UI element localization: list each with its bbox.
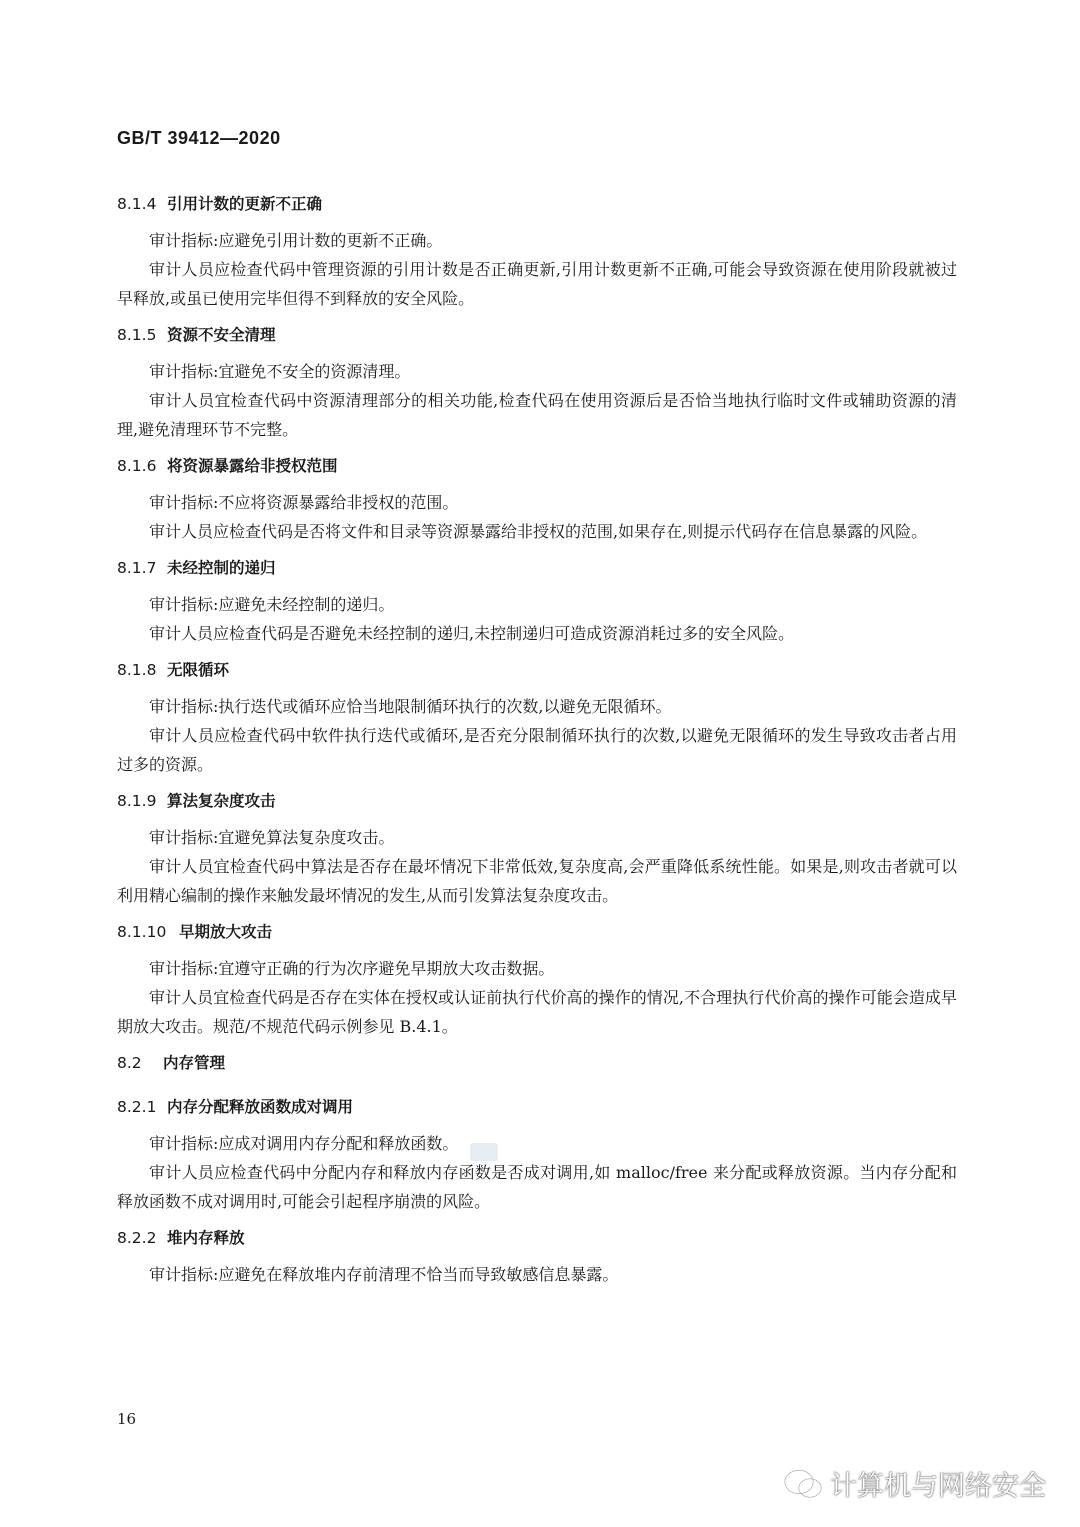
section-number: 8.1.4 xyxy=(117,195,157,213)
page-number: 16 xyxy=(117,1410,137,1428)
section-heading xyxy=(117,554,957,582)
section-heading xyxy=(117,190,957,218)
section-8-1-4 xyxy=(117,190,957,313)
paragraph: 审计指标:宜遵守正确的行为次序避免早期放大攻击数据。 xyxy=(149,959,555,978)
section-number: 8.1.10 xyxy=(117,923,167,941)
section-8-1-6 xyxy=(117,452,957,546)
section-title: 引用计数的更新不正确 xyxy=(167,195,323,213)
section-number: 8.2 xyxy=(117,1054,142,1072)
paragraph: 审计人员应检查代码是否将文件和目录等资源暴露给非授权的范围,如果存在,则提示代码存在信息暴露的风险。 xyxy=(149,522,928,541)
section-title: 算法复杂度攻击 xyxy=(167,792,276,810)
section-8-1-9 xyxy=(117,787,957,910)
section-8-1-8 xyxy=(117,656,957,779)
center-watermark xyxy=(470,1143,498,1161)
paragraph: 审计指标:应避免未经控制的递归。 xyxy=(149,595,395,614)
paragraph: 审计指标:宜避免算法复杂度攻击。 xyxy=(149,828,395,847)
section-heading xyxy=(117,1224,957,1252)
section-8-2 xyxy=(117,1049,957,1077)
paragraph: 审计人员应检查代码是否避免未经控制的递归,未控制递归可造成资源消耗过多的安全风险。 xyxy=(149,624,795,643)
section-heading xyxy=(117,918,957,946)
paragraph: 审计指标:应成对调用内存分配和释放函数。 xyxy=(149,1134,459,1153)
paragraph: 审计指标:应避免引用计数的更新不正确。 xyxy=(149,231,443,250)
section-title: 将资源暴露给非授权范围 xyxy=(167,457,338,475)
section-heading xyxy=(117,321,957,349)
wechat-icon xyxy=(784,1469,822,1499)
paragraph: 审计指标:不应将资源暴露给非授权的范围。 xyxy=(149,493,459,512)
paragraph: 审计人员应检查代码中分配内存和释放内存函数是否成对调用,如 malloc/free 来分配或释放资源。当内存分配和释放函数不成对调用时,可能会引起程序崩溃的风险。 xyxy=(117,1163,957,1211)
section-heading xyxy=(117,656,957,684)
section-8-2-2 xyxy=(117,1224,957,1289)
paragraph: 审计人员应检查代码中软件执行迭代或循环,是否充分限制循环执行的次数,以避免无限循环的发生导致攻击者占用过多的资源。 xyxy=(117,726,957,774)
brand-name: 计算机与网络安全 xyxy=(830,1471,1046,1502)
paragraph: 审计指标:执行迭代或循环应恰当地限制循环执行的次数,以避免无限循环。 xyxy=(149,697,672,716)
brand-watermark xyxy=(784,1464,1046,1503)
section-heading xyxy=(117,787,957,815)
section-number: 8.1.9 xyxy=(117,792,157,810)
document-body xyxy=(117,190,957,1289)
section-heading xyxy=(117,452,957,480)
section-title: 未经控制的递归 xyxy=(167,559,276,577)
paragraph: 审计人员宜检查代码中资源清理部分的相关功能,检查代码在使用资源后是否恰当地执行临时文件或辅助资源的清理,避免清理环节不完整。 xyxy=(117,391,957,439)
section-number: 8.1.7 xyxy=(117,559,157,577)
section-8-1-5 xyxy=(117,321,957,444)
section-title: 内存管理 xyxy=(163,1054,226,1072)
paragraph: 审计指标:应避免在释放堆内存前清理不恰当而导致敏感信息暴露。 xyxy=(149,1265,619,1284)
section-number: 8.1.6 xyxy=(117,457,157,475)
section-8-1-10 xyxy=(117,918,957,1041)
standard-id: GB/T 39412—2020 xyxy=(117,128,281,148)
section-title: 资源不安全清理 xyxy=(167,326,276,344)
section-title: 内存分配释放函数成对调用 xyxy=(167,1098,354,1116)
section-title: 堆内存释放 xyxy=(167,1229,245,1247)
section-title: 无限循环 xyxy=(167,661,230,679)
section-title: 早期放大攻击 xyxy=(179,923,273,941)
paragraph: 审计人员应检查代码中管理资源的引用计数是否正确更新,引用计数更新不正确,可能会导致资源在使用阶段就被过早释放,或虽已使用完毕但得不到释放的安全风险。 xyxy=(117,260,957,308)
section-number: 8.1.8 xyxy=(117,661,157,679)
section-8-1-7 xyxy=(117,554,957,648)
paragraph: 审计人员宜检查代码是否存在实体在授权或认证前执行代价高的操作的情况,不合理执行代价高的操作可能会造成早期放大攻击。规范/不规范代码示例参见 B.4.1。 xyxy=(117,988,957,1036)
section-8-2-1 xyxy=(117,1093,957,1216)
section-heading xyxy=(117,1049,957,1077)
paragraph: 审计指标:宜避免不安全的资源清理。 xyxy=(149,362,411,381)
section-heading xyxy=(117,1093,957,1121)
paragraph: 审计人员宜检查代码中算法是否存在最坏情况下非常低效,复杂度高,会严重降低系统性能。如果是,则攻击者就可以利用精心编制的操作来触发最坏情况的发生,从而引发算法复杂度攻击。 xyxy=(117,857,957,905)
section-number: 8.2.2 xyxy=(117,1229,157,1247)
section-number: 8.1.5 xyxy=(117,326,157,344)
section-number: 8.2.1 xyxy=(117,1098,157,1116)
